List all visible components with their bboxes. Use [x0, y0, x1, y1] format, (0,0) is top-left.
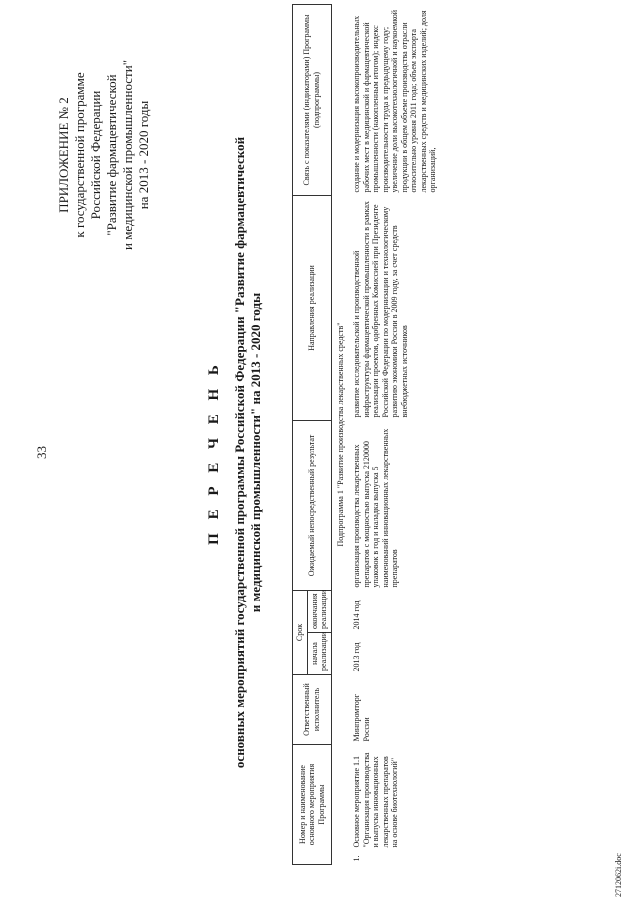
header-directions: Направления реализации — [293, 195, 332, 420]
appendix-line: ПРИЛОЖЕНИЕ № 2 — [56, 97, 71, 213]
table-row — [349, 4, 441, 864]
header-term-end: окончания реализации — [307, 590, 331, 632]
document-title: П Е Р Е Ч Е Н Ь — [206, 360, 222, 545]
subtitle-line: и медицинской промышленности" на 2013 - 2020 годы — [248, 292, 263, 613]
file-name: 2712062i.doc — [614, 853, 623, 897]
cell-result: организация производства лекарственных препаратов с мощностью выпуска 2120000 упаковок в год и наладка выпуска 5 наименований инновационных лекарственных препаратов — [352, 428, 399, 588]
appendix-line: к государственной программе — [72, 72, 87, 238]
row-number: 1. — [352, 855, 361, 862]
measure-text: Основное мероприятие 1.1 "Организация производства и выпуска инновационных лекарственных препаратов на основе биотехнологий" — [352, 752, 399, 848]
header-term-start: начала реализации — [307, 633, 331, 675]
header-result: Ожидаемый непосредственный результат — [293, 420, 332, 590]
cell-end: 2014 год — [352, 600, 361, 630]
appendix-line: и медицинской промышленности" — [120, 60, 135, 250]
cell-executor: Минпромторг России — [352, 693, 371, 742]
header-indicators: Связь с показателями (индикаторами) Программы (подпрограммы) — [293, 4, 332, 195]
measures-table — [292, 4, 441, 865]
cell-start: 2013 год — [352, 642, 361, 672]
cell-directions: развитие исследовательской и производственной инфраструктуры фармацевтической промышленности в рамках реализации проектов, одобренных Комиссией при Президенте Российской Федерации по модернизации и технологическому развитию экономики России в 2009 году, за счет средств внебюджетных источников — [352, 201, 409, 418]
page-number: 33 — [34, 446, 49, 459]
appendix-line: "Развитие фармацевтической — [104, 74, 119, 236]
subprogram-row: Подпрограмма 1 "Развитие производства лекарственных средств" — [335, 322, 345, 547]
header-measure: Номер и наименование основного мероприятия Программы — [293, 745, 332, 865]
subtitle-line: основных мероприятий государственной программы Российской Федерации "Развитие фармацевтической — [232, 136, 247, 769]
cell-measure — [349, 745, 441, 865]
header-executor: Ответственный исполнитель — [293, 675, 332, 745]
header-term: Срок — [293, 590, 308, 674]
appendix-line: на 2013 - 2020 годы — [136, 100, 151, 210]
appendix-header — [56, 5, 152, 305]
appendix-line: Российской Федерации — [88, 90, 103, 220]
document-subtitle — [232, 0, 264, 905]
cell-indicators: создание и модернизация высокопроизводительных рабочих мест в медицинской и фармацевтической промышленности (накопленным итогом); индекс производительности труда к предыдущему году; увеличение доли высокотехнологичной и наукоемкой продукции в общем объеме производства отрасли относительно уровня 2011 года; объем экспорта лекарственных средств и медицинских изделий; доля организаций, — [352, 10, 437, 193]
